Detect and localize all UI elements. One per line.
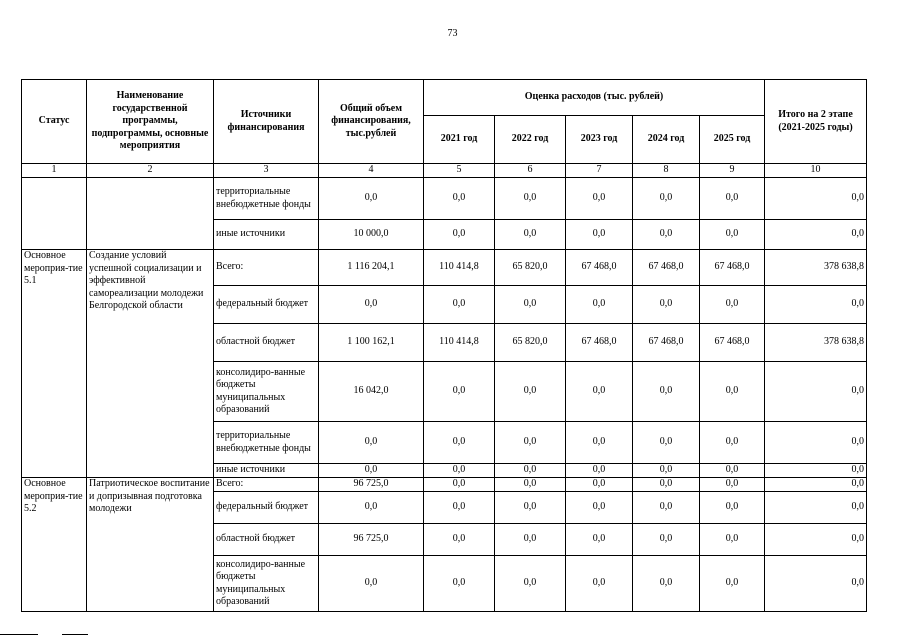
total-cell: 0,0 xyxy=(319,556,424,612)
column-number: 6 xyxy=(495,164,566,178)
source-cell: Всего: xyxy=(214,250,319,286)
year-cell: 65 820,0 xyxy=(495,250,566,286)
year-cell: 0,0 xyxy=(633,178,700,220)
year-cell: 0,0 xyxy=(495,556,566,612)
total-cell: 16 042,0 xyxy=(319,362,424,422)
table-row xyxy=(22,478,867,492)
year-cell: 0,0 xyxy=(566,422,633,464)
source-cell: иные источники xyxy=(214,464,319,478)
year-cell: 0,0 xyxy=(566,464,633,478)
year-cell: 0,0 xyxy=(700,556,765,612)
year-cell: 0,0 xyxy=(566,220,633,250)
header-sources: Источники финансирования xyxy=(214,80,319,164)
year-cell: 0,0 xyxy=(495,286,566,324)
scan-artifact xyxy=(0,634,38,635)
year-cell: 67 468,0 xyxy=(566,324,633,362)
stage-total-cell: 378 638,8 xyxy=(765,250,867,286)
year-cell: 0,0 xyxy=(495,464,566,478)
year-cell: 0,0 xyxy=(424,422,495,464)
year-cell: 0,0 xyxy=(424,464,495,478)
year-cell: 67 468,0 xyxy=(633,324,700,362)
status-cell: Основное мероприя-тие 5.2 xyxy=(22,478,87,612)
year-cell: 0,0 xyxy=(495,220,566,250)
total-cell: 0,0 xyxy=(319,422,424,464)
source-cell: территориальные внебюджетные фонды xyxy=(214,178,319,220)
table-row xyxy=(22,178,867,220)
year-cell: 0,0 xyxy=(424,492,495,524)
header-stage-total: Итого на 2 этапе (2021-2025 годы) xyxy=(765,80,867,164)
year-cell: 0,0 xyxy=(633,524,700,556)
stage-total-cell: 0,0 xyxy=(765,286,867,324)
header-year: 2025 год xyxy=(700,116,765,164)
source-cell: областной бюджет xyxy=(214,324,319,362)
year-cell: 0,0 xyxy=(495,362,566,422)
stage-total-cell: 0,0 xyxy=(765,362,867,422)
header-status: Статус xyxy=(22,80,87,164)
total-cell: 0,0 xyxy=(319,286,424,324)
total-cell: 10 000,0 xyxy=(319,220,424,250)
year-cell: 0,0 xyxy=(700,492,765,524)
year-cell: 0,0 xyxy=(633,422,700,464)
header-total-volume: Общий объем финансирования, тыс.рублей xyxy=(319,80,424,164)
column-number: 4 xyxy=(319,164,424,178)
table-row xyxy=(22,250,867,286)
stage-total-cell: 0,0 xyxy=(765,178,867,220)
year-cell: 0,0 xyxy=(633,464,700,478)
column-number: 10 xyxy=(765,164,867,178)
year-cell: 0,0 xyxy=(424,478,495,492)
year-cell: 0,0 xyxy=(700,178,765,220)
column-number: 8 xyxy=(633,164,700,178)
year-cell: 0,0 xyxy=(700,220,765,250)
year-cell: 67 468,0 xyxy=(633,250,700,286)
column-number: 9 xyxy=(700,164,765,178)
stage-total-cell: 378 638,8 xyxy=(765,324,867,362)
year-cell: 0,0 xyxy=(700,524,765,556)
source-cell: областной бюджет xyxy=(214,524,319,556)
year-cell: 0,0 xyxy=(424,556,495,612)
year-cell: 0,0 xyxy=(424,286,495,324)
year-cell: 0,0 xyxy=(495,524,566,556)
stage-total-cell: 0,0 xyxy=(765,556,867,612)
year-cell: 0,0 xyxy=(700,422,765,464)
total-cell: 1 100 162,1 xyxy=(319,324,424,362)
total-cell: 0,0 xyxy=(319,464,424,478)
year-cell: 0,0 xyxy=(566,492,633,524)
year-cell: 65 820,0 xyxy=(495,324,566,362)
column-number-row xyxy=(22,164,867,178)
year-cell: 0,0 xyxy=(700,464,765,478)
year-cell: 0,0 xyxy=(424,362,495,422)
year-cell: 0,0 xyxy=(700,362,765,422)
financing-table xyxy=(21,79,867,612)
source-cell: федеральный бюджет xyxy=(214,286,319,324)
header-name: Наименование государственной программы, подпрограммы, основные мероприятия xyxy=(87,80,214,164)
source-cell: иные источники xyxy=(214,220,319,250)
stage-total-cell: 0,0 xyxy=(765,478,867,492)
year-cell: 0,0 xyxy=(700,286,765,324)
header-year: 2022 год xyxy=(495,116,566,164)
year-cell: 0,0 xyxy=(495,478,566,492)
year-cell: 0,0 xyxy=(495,422,566,464)
stage-total-cell: 0,0 xyxy=(765,524,867,556)
source-cell: Всего: xyxy=(214,478,319,492)
column-number: 3 xyxy=(214,164,319,178)
name-cell: Создание условий успешной социализации и эффективной самореализации молодежи Белгородской области xyxy=(87,250,214,478)
year-cell: 110 414,8 xyxy=(424,250,495,286)
year-cell: 0,0 xyxy=(633,478,700,492)
year-cell: 0,0 xyxy=(566,362,633,422)
total-cell: 0,0 xyxy=(319,492,424,524)
source-cell: консолидиро-ванные бюджеты муниципальных образований xyxy=(214,556,319,612)
name-cell xyxy=(87,178,214,250)
page-number: 73 xyxy=(447,28,458,39)
year-cell: 0,0 xyxy=(566,286,633,324)
column-number: 7 xyxy=(566,164,633,178)
year-cell: 0,0 xyxy=(700,478,765,492)
year-cell: 0,0 xyxy=(633,556,700,612)
header-estimate: Оценка расходов (тыс. рублей) xyxy=(424,80,765,116)
source-cell: консолидиро-ванные бюджеты муниципальных образований xyxy=(214,362,319,422)
status-cell: Основное мероприя-тие 5.1 xyxy=(22,250,87,478)
year-cell: 0,0 xyxy=(566,478,633,492)
header-year: 2021 год xyxy=(424,116,495,164)
stage-total-cell: 0,0 xyxy=(765,220,867,250)
stage-total-cell: 0,0 xyxy=(765,492,867,524)
stage-total-cell: 0,0 xyxy=(765,464,867,478)
status-cell xyxy=(22,178,87,250)
total-cell: 96 725,0 xyxy=(319,524,424,556)
column-number: 2 xyxy=(87,164,214,178)
year-cell: 0,0 xyxy=(633,220,700,250)
total-cell: 0,0 xyxy=(319,178,424,220)
year-cell: 67 468,0 xyxy=(700,250,765,286)
year-cell: 0,0 xyxy=(566,556,633,612)
year-cell: 0,0 xyxy=(424,220,495,250)
year-cell: 0,0 xyxy=(566,524,633,556)
header-year: 2023 год xyxy=(566,116,633,164)
year-cell: 67 468,0 xyxy=(566,250,633,286)
year-cell: 67 468,0 xyxy=(700,324,765,362)
year-cell: 0,0 xyxy=(633,286,700,324)
scan-artifact xyxy=(62,634,88,635)
column-number: 1 xyxy=(22,164,87,178)
source-cell: федеральный бюджет xyxy=(214,492,319,524)
stage-total-cell: 0,0 xyxy=(765,422,867,464)
year-cell: 0,0 xyxy=(633,492,700,524)
year-cell: 0,0 xyxy=(566,178,633,220)
year-cell: 0,0 xyxy=(424,524,495,556)
total-cell: 96 725,0 xyxy=(319,478,424,492)
source-cell: территориальные внебюджетные фонды xyxy=(214,422,319,464)
name-cell: Патриотическое воспитание и допризывная подготовка молодежи xyxy=(87,478,214,612)
header-year: 2024 год xyxy=(633,116,700,164)
year-cell: 0,0 xyxy=(424,178,495,220)
year-cell: 0,0 xyxy=(633,362,700,422)
year-cell: 0,0 xyxy=(495,492,566,524)
year-cell: 110 414,8 xyxy=(424,324,495,362)
total-cell: 1 116 204,1 xyxy=(319,250,424,286)
column-number: 5 xyxy=(424,164,495,178)
year-cell: 0,0 xyxy=(495,178,566,220)
